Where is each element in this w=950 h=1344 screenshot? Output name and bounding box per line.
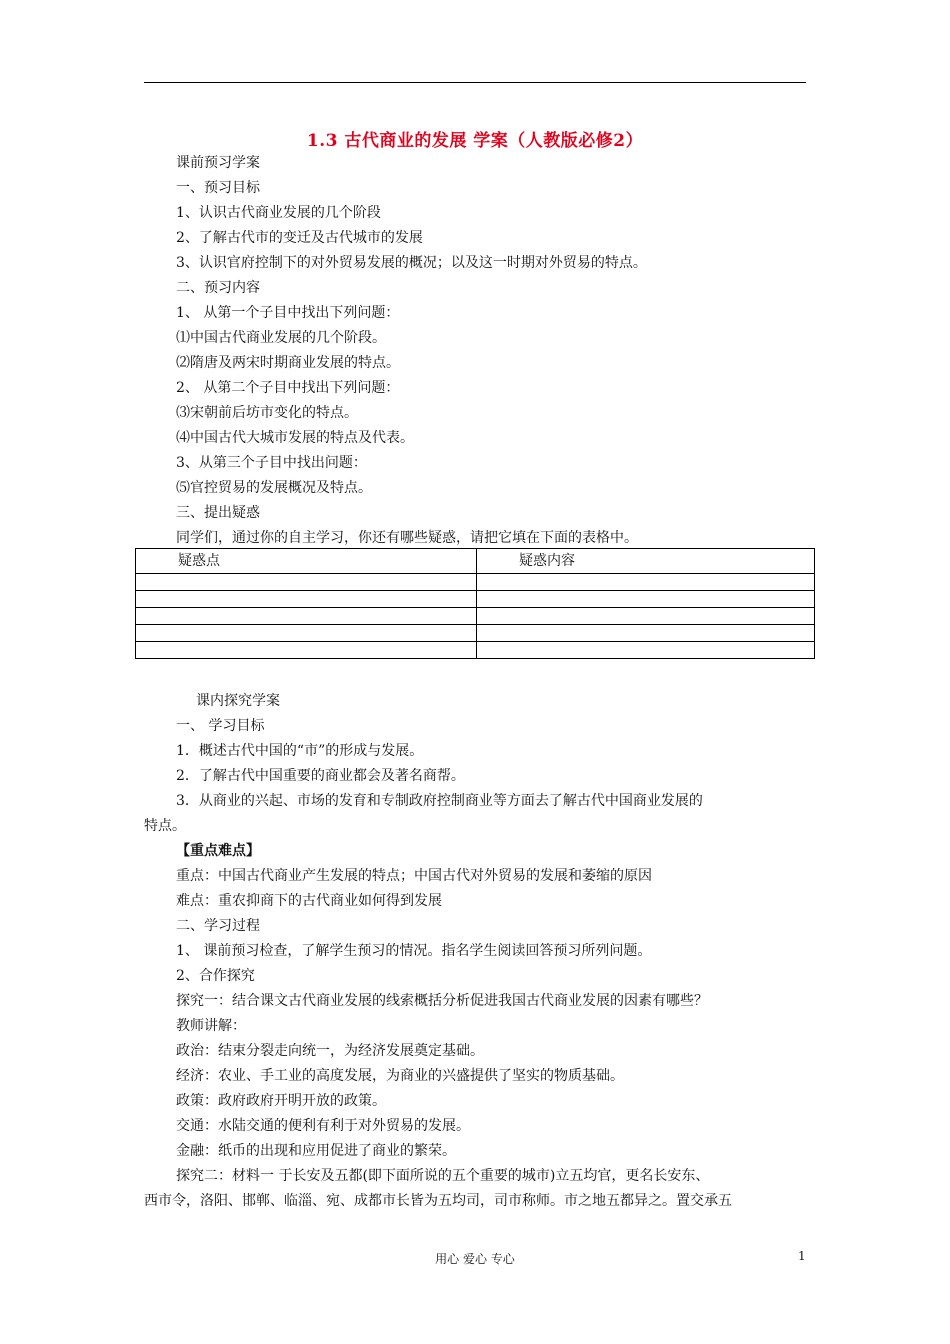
text-line: 特点。 — [144, 818, 186, 834]
table-cell[interactable] — [477, 625, 815, 642]
table-header-cell: 疑惑点 — [136, 549, 477, 574]
text-line: 探究一：结合课文古代商业发展的线索概括分析促进我国古代商业发展的因素有哪些？ — [176, 993, 708, 1009]
table-header-row — [136, 549, 815, 574]
table-row — [136, 642, 815, 659]
text-line: ⑵隋唐及两宋时期商业发展的特点。 — [176, 355, 400, 371]
table-cell[interactable] — [136, 574, 477, 591]
text-line: 1．概述古代中国的“市”的形成与发展。 — [176, 743, 424, 759]
table-cell[interactable] — [477, 574, 815, 591]
table-row — [136, 591, 815, 608]
header-rule — [144, 82, 806, 83]
table-row — [136, 574, 815, 591]
table-cell[interactable] — [477, 591, 815, 608]
text-line: 一、 学习目标 — [176, 718, 265, 734]
table-cell[interactable] — [136, 608, 477, 625]
text-line: 难点：重农抑商下的古代商业如何得到发展 — [176, 893, 442, 909]
text-line: 一、预习目标 — [176, 180, 260, 196]
page-number: 1 — [798, 1249, 806, 1263]
table-cell[interactable] — [136, 642, 477, 659]
text-line: 3、从第三个子目中找出问题： — [176, 455, 367, 471]
table-cell[interactable] — [477, 642, 815, 659]
document-title: 1.3 古代商业的发展 学案（人教版必修2） — [306, 131, 644, 151]
table-cell[interactable] — [477, 608, 815, 625]
text-line: ⑴中国古代商业发展的几个阶段。 — [176, 330, 386, 346]
text-line: ⑶宋朝前后坊市变化的特点。 — [176, 405, 358, 421]
text-line: 2、 从第二个子目中找出下列问题： — [176, 380, 400, 396]
text-line: 同学们，通过你的自主学习，你还有哪些疑惑，请把它填在下面的表格中。 — [176, 530, 638, 546]
text-line: 政策：政府政府开明开放的政策。 — [176, 1093, 386, 1109]
table-cell[interactable] — [136, 625, 477, 642]
text-line: 经济：农业、手工业的高度发展，为商业的兴盛提供了坚实的物质基础。 — [176, 1068, 624, 1084]
text-line: 2．了解古代中国重要的商业都会及著名商帮。 — [176, 768, 465, 784]
text-line: 政治：结束分裂走向统一，为经济发展奠定基础。 — [176, 1043, 484, 1059]
text-line: 1、 课前预习检查，了解学生预习的情况。指名学生阅读回答预习所列问题。 — [176, 943, 652, 959]
table-header-cell: 疑惑内容 — [477, 549, 815, 574]
section-heading: 课前预习学案 — [176, 155, 260, 171]
text-line: ⑸官控贸易的发展概况及特点。 — [176, 480, 372, 496]
text-line: ⑷中国古代大城市发展的特点及代表。 — [176, 430, 414, 446]
text-line: 西市令，洛阳、邯郸、临淄、宛、成都市长皆为五均司，司市称师。市之地五都异之。置交承五 — [144, 1193, 732, 1209]
text-line: 三、提出疑惑 — [176, 505, 260, 521]
text-line: 交通：水陆交通的便利有利于对外贸易的发展。 — [176, 1118, 470, 1134]
key-points-heading: 【重点难点】 — [176, 843, 260, 859]
text-line: 1、 从第一个子目中找出下列问题： — [176, 305, 400, 321]
table-row — [136, 625, 815, 642]
text-line: 3、认识官府控制下的对外贸易发展的概况；以及这一时期对外贸易的特点。 — [176, 255, 647, 271]
page-footer: 用心 爱心 专心 — [435, 1252, 515, 1266]
doubt-table — [135, 548, 815, 659]
text-line: 重点：中国古代商业产生发展的特点；中国古代对外贸易的发展和萎缩的原因 — [176, 868, 652, 884]
text-line: 二、预习内容 — [176, 280, 260, 296]
table-row — [136, 608, 815, 625]
table-cell[interactable] — [136, 591, 477, 608]
text-line: 3．从商业的兴起、市场的发育和专制政府控制商业等方面去了解古代中国商业发展的 — [176, 793, 703, 809]
text-line: 2、合作探究 — [176, 968, 255, 984]
text-line: 教师讲解： — [176, 1018, 246, 1034]
text-line: 二、学习过程 — [176, 918, 260, 934]
text-line: 金融：纸币的出现和应用促进了商业的繁荣。 — [176, 1143, 456, 1159]
text-line: 2、了解古代市的变迁及古代城市的发展 — [176, 230, 423, 246]
text-line: 探究二：材料一 于长安及五都(即下面所说的五个重要的城市)立五均官，更名长安东、 — [176, 1168, 710, 1184]
section-heading: 课内探究学案 — [196, 693, 280, 709]
text-line: 1、认识古代商业发展的几个阶段 — [176, 205, 381, 221]
